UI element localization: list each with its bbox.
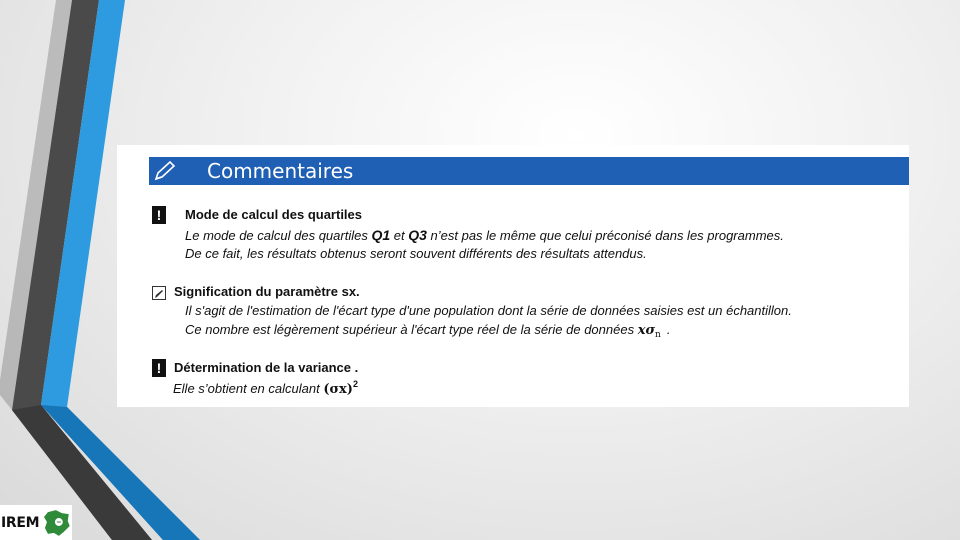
map-icon (42, 508, 72, 538)
symbol-x: x (637, 323, 646, 338)
quartiles-line-2: De ce fait, les résultats obtenus seront souvent différents des résultats attendus. (185, 246, 647, 261)
variance-line-1: Elle s’obtient en calculant $(\sigma x)^2$ (173, 379, 358, 397)
section-heading-variance: Détermination de la variance . (174, 360, 359, 375)
variance-exponent: 2 (352, 379, 358, 389)
pencil-icon (153, 160, 177, 182)
symbol-sigma: σ (645, 323, 656, 338)
quartiles-line-1: Le mode de calcul des quartiles Q1 et Q3 n’est pas le même que celui préconisé dans les programmes. (185, 227, 784, 243)
comments-banner (149, 157, 909, 185)
irem-logo (0, 505, 72, 540)
sx-line-1: Il s'agit de l'estimation de l'écart type d'une population dont la série de données saisies est un échantillon. (185, 303, 792, 318)
section-heading-quartiles: Mode de calcul des quartiles (185, 207, 362, 222)
sx-line-2: Ce nombre est légèrement supérieur à l'écart type réel de la série de données $x\sigma_n$ . (185, 322, 671, 340)
banner-title: Commentaires (207, 159, 354, 183)
pencil-box-icon (152, 286, 166, 300)
logo-text: IREM (1, 514, 40, 531)
comments-card (117, 145, 909, 407)
exclamation-icon: ! (152, 206, 166, 224)
variance-formula: (σx) (323, 382, 353, 397)
section-heading-sx: Signification du paramètre sx. (174, 284, 360, 299)
exclamation-icon: ! (152, 359, 166, 377)
symbol-sub: n (655, 330, 661, 340)
